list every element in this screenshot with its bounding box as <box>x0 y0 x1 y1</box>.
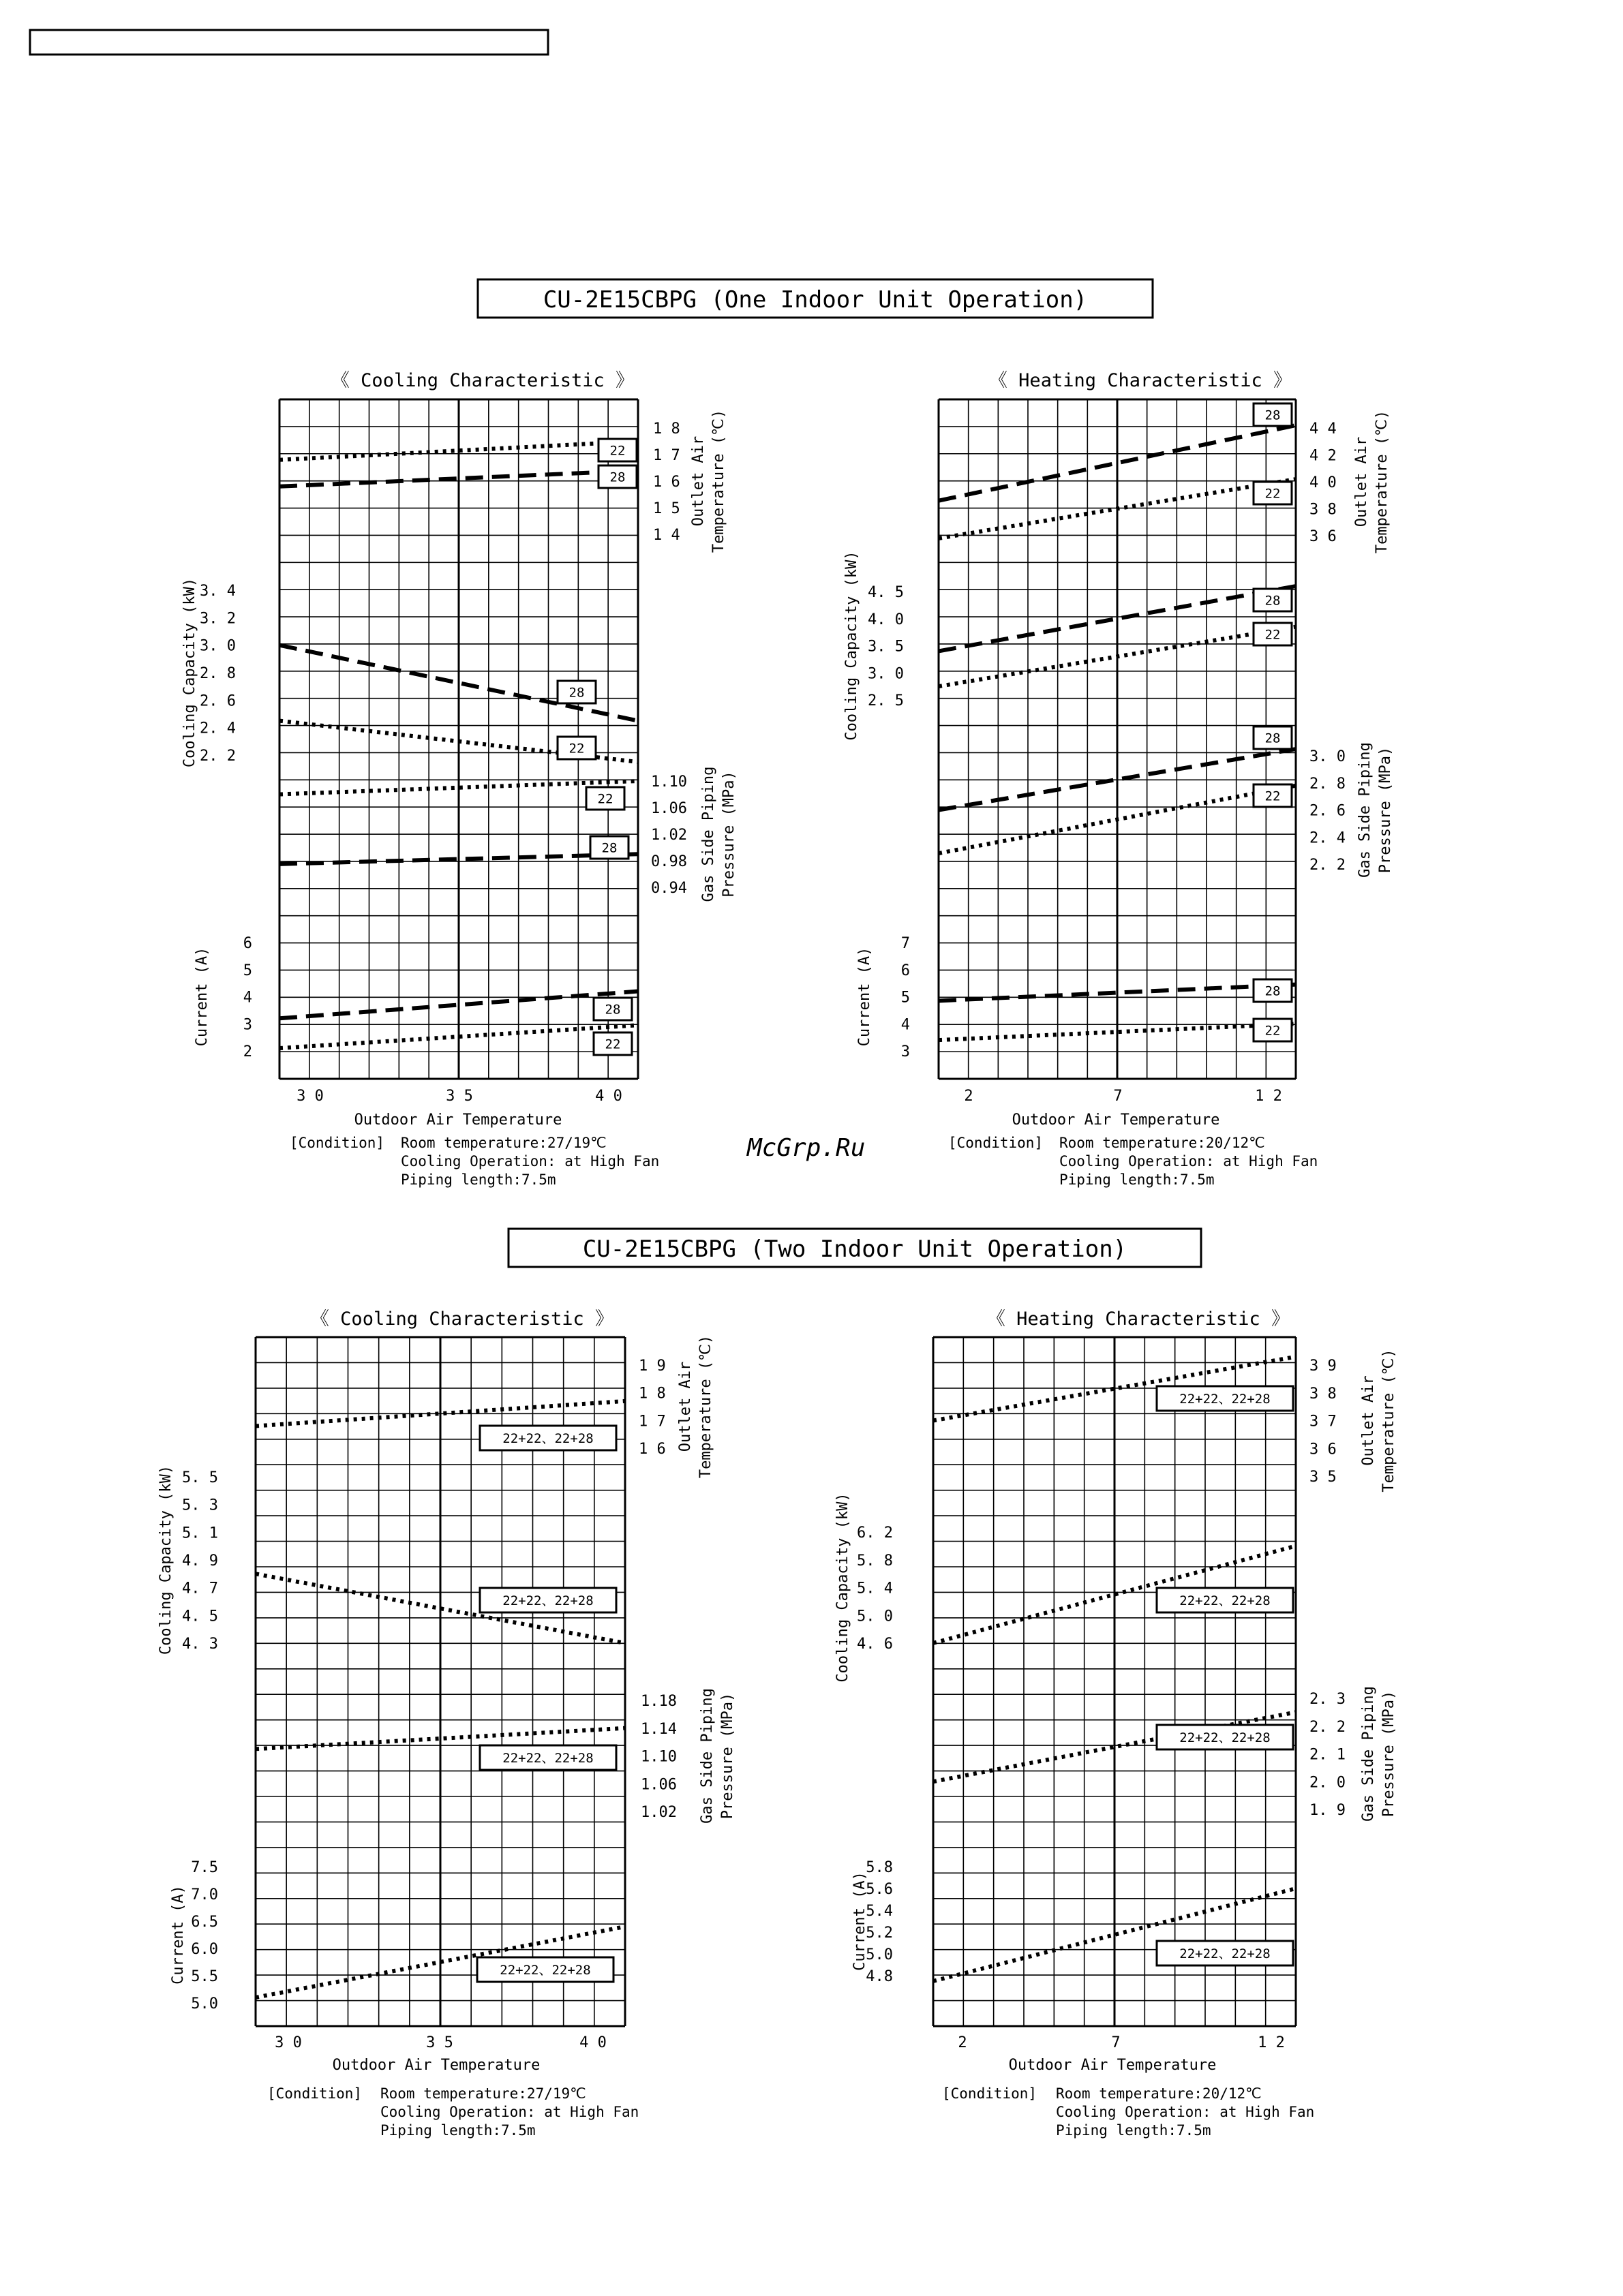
y-axis-title: Cooling Capacity (kW) <box>834 1493 851 1683</box>
series-label: 28 <box>1264 408 1281 423</box>
y-axis-title: Current (A) <box>194 947 211 1047</box>
series-label: 22+22、22+28 <box>1179 1593 1271 1608</box>
series-label: 22+22、22+28 <box>1179 1392 1271 1407</box>
x-tick-label: 3 0 <box>275 2034 302 2051</box>
y-axis-title: Temperature (℃) <box>710 409 727 553</box>
y-tick-label: 1.06 <box>651 800 687 817</box>
y-tick-label: 1.06 <box>641 1776 677 1794</box>
section-title: CU-2E15CBPG (Two Indoor Unit Operation) <box>582 1236 1127 1263</box>
y-tick-label: 3 6 <box>1309 528 1337 545</box>
y-tick-label: 2. 1 <box>1309 1746 1346 1764</box>
y-tick-label: 4. 5 <box>868 584 904 601</box>
x-tick-label: 7 <box>1113 1088 1123 1105</box>
y-tick-label: 3. 0 <box>868 665 904 683</box>
y-tick-label: 3. 0 <box>200 637 236 655</box>
y-tick-label: 2. 6 <box>1309 802 1346 820</box>
y-tick-label: 3. 2 <box>200 610 236 628</box>
y-axis-title: Current (A) <box>170 1885 187 1985</box>
condition-line: Room temperature:27/19℃ <box>401 1135 607 1151</box>
y-tick-label: 1 6 <box>653 474 680 491</box>
y-axis-title: Pressure (MPa) <box>721 771 738 898</box>
y-tick-label: 4 <box>900 1016 910 1034</box>
y-tick-label: 2. 5 <box>868 692 904 709</box>
y-tick-label: 1 7 <box>639 1413 666 1430</box>
series-label: 22+22、22+28 <box>500 1963 591 1978</box>
y-tick-label: 3 7 <box>1309 1413 1337 1430</box>
x-tick-label: 7 <box>1111 2034 1121 2051</box>
section-title: CU-2E15CBPG (One Indoor Unit Operation) <box>543 286 1088 313</box>
y-tick-label: 4. 0 <box>868 611 904 628</box>
y-tick-label: 1.18 <box>641 1693 677 1710</box>
condition-line: Room temperature:20/12℃ <box>1059 1135 1265 1151</box>
y-tick-label: 6 <box>243 935 252 952</box>
condition-line: Room temperature:27/19℃ <box>380 2085 586 2102</box>
y-tick-label: 7.0 <box>191 1886 218 1903</box>
y-tick-label: 1 6 <box>639 1441 666 1458</box>
condition-label: [Condition] <box>942 2085 1037 2102</box>
series-label: 22 <box>609 443 626 459</box>
condition-line: Cooling Operation: at High Fan <box>401 1153 660 1169</box>
y-tick-label: 4 4 <box>1309 420 1337 438</box>
y-tick-label: 5.6 <box>866 1881 893 1898</box>
y-tick-label: 1.10 <box>641 1748 677 1766</box>
series-label: 22 <box>605 1037 621 1052</box>
y-axis-title: Outlet Air <box>1360 1375 1377 1466</box>
y-tick-label: 4. 9 <box>182 1552 218 1570</box>
y-tick-label: 6. 2 <box>857 1525 893 1542</box>
y-tick-label: 5.2 <box>866 1925 893 1942</box>
y-axis-title: Pressure (MPa) <box>719 1692 736 1820</box>
series-label: 22+22、22+28 <box>502 1751 594 1766</box>
y-tick-label: 4 2 <box>1309 447 1337 465</box>
y-tick-label: 4. 6 <box>857 1636 893 1653</box>
y-tick-label: 7.5 <box>191 1859 218 1876</box>
y-tick-label: 5.5 <box>191 1968 218 1985</box>
series-label: 22 <box>1264 789 1281 804</box>
series-label: 22 <box>1264 1023 1281 1039</box>
y-axis-title: Current (A) <box>851 1871 868 1971</box>
condition-line: Piping length:7.5m <box>380 2122 536 2139</box>
series-label: 22 <box>597 791 613 807</box>
y-tick-label: 3. 4 <box>200 583 236 600</box>
y-tick-label: 2. 2 <box>1309 1718 1346 1736</box>
y-tick-label: 3 8 <box>1309 1385 1337 1403</box>
y-axis-title: Gas Side Piping <box>699 1688 716 1824</box>
y-tick-label: 4. 7 <box>182 1580 218 1597</box>
condition-line: Cooling Operation: at High Fan <box>1056 2104 1315 2120</box>
y-axis-title: Gas Side Piping <box>1356 742 1374 878</box>
y-tick-label: 5. 4 <box>857 1580 893 1597</box>
y-tick-label: 1.10 <box>651 774 687 791</box>
y-tick-label: 2. 4 <box>1309 829 1346 847</box>
series-label: 22+22、22+28 <box>1179 1730 1271 1745</box>
y-tick-label: 6.5 <box>191 1914 218 1931</box>
y-tick-label: 5. 3 <box>182 1497 218 1514</box>
y-axis-title: Temperature (℃) <box>697 1334 714 1479</box>
series-label: 22 <box>568 741 585 756</box>
y-tick-label: 0.98 <box>651 853 687 870</box>
y-tick-label: 2. 6 <box>200 692 236 710</box>
series-label: 28 <box>605 1002 621 1017</box>
y-tick-label: 1.02 <box>651 827 687 844</box>
y-axis-title: Gas Side Piping <box>700 766 717 902</box>
y-axis-title: Pressure (MPa) <box>1380 1690 1397 1818</box>
series-label: 28 <box>568 685 585 701</box>
y-tick-label: 3 <box>900 1043 910 1060</box>
chart-title: 《 Heating Characteristic 》 <box>986 1308 1290 1330</box>
series-label: 22 <box>1264 627 1281 643</box>
y-axis-title: Outlet Air <box>1353 436 1370 527</box>
y-tick-label: 0.94 <box>651 880 687 897</box>
x-axis-label: Outdoor Air Temperature <box>1012 1112 1220 1129</box>
y-tick-label: 6 <box>900 962 910 979</box>
y-tick-label: 2. 8 <box>1309 775 1346 793</box>
y-tick-label: 2. 4 <box>200 720 236 737</box>
y-tick-label: 4. 5 <box>182 1608 218 1625</box>
y-axis-title: Temperature (℃) <box>1374 410 1391 554</box>
y-axis-title: Outlet Air <box>677 1361 694 1452</box>
watermark: McGrp.Ru <box>747 1134 866 1162</box>
y-tick-label: 5.0 <box>191 1995 218 2012</box>
y-tick-label: 3 <box>243 1016 252 1034</box>
x-tick-label: 3 5 <box>426 2034 453 2051</box>
y-tick-label: 1.14 <box>641 1720 677 1738</box>
x-axis-label: Outdoor Air Temperature <box>354 1112 562 1129</box>
x-tick-label: 4 0 <box>579 2034 607 2051</box>
y-tick-label: 2 <box>243 1043 252 1060</box>
y-axis-title: Pressure (MPa) <box>1377 746 1394 874</box>
series-label: 28 <box>609 470 626 485</box>
y-axis-title: Cooling Capacity (kW) <box>843 551 860 741</box>
condition-line: Cooling Operation: at High Fan <box>1059 1153 1318 1169</box>
y-tick-label: 5. 1 <box>182 1525 218 1542</box>
y-tick-label: 4.8 <box>866 1968 893 1985</box>
condition-label: [Condition] <box>948 1135 1044 1151</box>
condition-line: Room temperature:20/12℃ <box>1056 2085 1262 2102</box>
x-tick-label: 2 <box>964 1088 973 1105</box>
y-tick-label: 2. 2 <box>200 748 236 765</box>
condition-label: [Condition] <box>290 1135 385 1151</box>
x-axis-label: Outdoor Air Temperature <box>1008 2057 1217 2074</box>
y-tick-label: 2. 3 <box>1309 1691 1346 1708</box>
y-tick-label: 2. 2 <box>1309 857 1346 874</box>
condition-line: Piping length:7.5m <box>1056 2122 1211 2139</box>
y-tick-label: 5.0 <box>866 1946 893 1963</box>
y-tick-label: 5.4 <box>866 1903 893 1920</box>
x-tick-label: 1 2 <box>1255 1088 1282 1105</box>
y-tick-label: 4. 3 <box>182 1636 218 1653</box>
y-tick-label: 2. 8 <box>200 665 236 682</box>
y-tick-label: 1. 9 <box>1309 1802 1346 1819</box>
y-axis-title: Current (A) <box>856 947 873 1047</box>
y-axis-title: Outlet Air <box>690 435 707 527</box>
y-tick-label: 5 <box>900 989 910 1007</box>
condition-line: Cooling Operation: at High Fan <box>380 2104 639 2120</box>
condition-line: Piping length:7.5m <box>401 1172 556 1188</box>
y-axis-title: Cooling Capacity (kW) <box>181 577 198 768</box>
y-tick-label: 3 9 <box>1309 1358 1337 1375</box>
condition-label: [Condition] <box>267 2085 363 2102</box>
x-tick-label: 3 0 <box>297 1088 324 1105</box>
y-tick-label: 5 <box>243 962 252 979</box>
series-label: 22+22、22+28 <box>502 1431 594 1446</box>
y-tick-label: 3 8 <box>1309 501 1337 519</box>
y-tick-label: 2. 0 <box>1309 1774 1346 1792</box>
y-tick-label: 6.0 <box>191 1941 218 1958</box>
y-tick-label: 1.02 <box>641 1804 677 1821</box>
chart-title: 《 Heating Characteristic 》 <box>988 370 1292 391</box>
x-tick-label: 1 2 <box>1258 2034 1285 2051</box>
y-tick-label: 7 <box>900 935 910 952</box>
series-label: 28 <box>601 840 618 856</box>
y-tick-label: 1 7 <box>653 447 680 464</box>
y-tick-label: 1 9 <box>639 1358 666 1375</box>
y-tick-label: 1 8 <box>639 1385 666 1403</box>
y-tick-label: 3. 5 <box>868 638 904 656</box>
x-tick-label: 3 5 <box>446 1088 473 1105</box>
series-label: 28 <box>1264 731 1281 746</box>
y-tick-label: 4 <box>243 989 252 1007</box>
x-axis-label: Outdoor Air Temperature <box>332 2057 541 2074</box>
y-axis-title: Cooling Capacity (kW) <box>157 1465 175 1655</box>
y-tick-label: 3 5 <box>1309 1469 1337 1486</box>
series-label: 22 <box>1264 486 1281 502</box>
y-tick-label: 3 6 <box>1309 1441 1337 1458</box>
y-axis-title: Temperature (℃) <box>1380 1349 1397 1493</box>
series-label: 28 <box>1264 983 1281 999</box>
series-label: 22+22、22+28 <box>502 1593 594 1608</box>
y-tick-label: 5. 5 <box>182 1469 218 1486</box>
chart-title: 《 Cooling Characteristic 》 <box>331 370 635 391</box>
y-tick-label: 5. 0 <box>857 1608 893 1625</box>
condition-line: Piping length:7.5m <box>1059 1172 1215 1188</box>
y-tick-label: 5.8 <box>866 1859 893 1876</box>
y-tick-label: 1 8 <box>653 420 680 438</box>
y-tick-label: 3. 0 <box>1309 748 1346 765</box>
y-tick-label: 1 4 <box>653 527 680 544</box>
chart-title: 《 Cooling Characteristic 》 <box>310 1308 614 1330</box>
x-tick-label: 2 <box>958 2034 967 2051</box>
series-label: 22+22、22+28 <box>1179 1946 1271 1961</box>
y-tick-label: 4 0 <box>1309 474 1337 491</box>
series-label: 28 <box>1264 593 1281 609</box>
y-axis-title: Gas Side Piping <box>1360 1686 1377 1822</box>
y-tick-label: 1 5 <box>653 500 680 517</box>
y-tick-label: 5. 8 <box>857 1552 893 1570</box>
x-tick-label: 4 0 <box>595 1088 622 1105</box>
